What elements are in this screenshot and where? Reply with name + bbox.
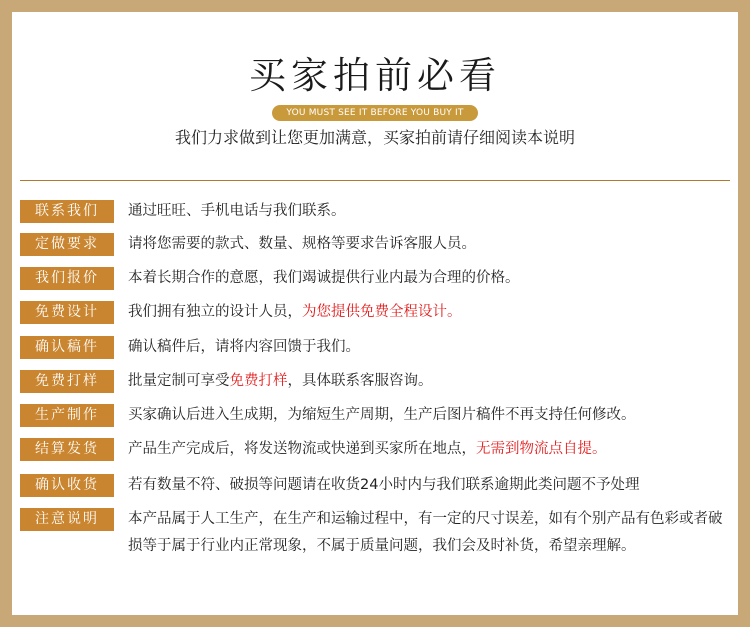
- item-text: 通过旺旺、手机电话与我们联系。: [128, 203, 346, 219]
- item-text: 请将您需要的款式、数量、规格等要求告诉客服人员。: [128, 236, 476, 252]
- page-title: 买家拍前必看: [249, 54, 501, 97]
- item-tag: 生产制作: [20, 404, 114, 427]
- item-text-part: 我们拥有独立的设计人员，: [128, 304, 302, 320]
- item-row-confirm-draft: [20, 336, 732, 359]
- item-text-part: 产品生产完成后，将发送物流或快递到买家所在地点，: [128, 441, 476, 457]
- item-text: [128, 437, 607, 461]
- divider: [20, 180, 730, 181]
- item-text: 本着长期合作的意愿，我们竭诚提供行业内最为合理的价格。: [128, 270, 520, 286]
- item-tag: 联系我们: [20, 200, 114, 223]
- item-text: 若有数量不符、破损等问题请在收货24小时内与我们联系逾期此类问题不予处理: [128, 477, 640, 493]
- item-row-requirements: [20, 233, 732, 256]
- item-row-shipping: [20, 438, 732, 461]
- item-text-highlight: 无需到物流点自提。: [476, 441, 607, 457]
- item-text-highlight: 为您提供免费全程设计。: [302, 304, 462, 320]
- item-tag: 注意说明: [20, 508, 114, 531]
- page-subtitle: 我们力求做到让您更加满意，买家拍前请仔细阅读本说明: [174, 128, 575, 147]
- item-tag: 结算发货: [20, 438, 114, 461]
- item-tag: 确认稿件: [20, 336, 114, 359]
- item-row-sample: [20, 370, 732, 393]
- item-row-quote: [20, 267, 732, 290]
- item-text-part: ，具体联系客服咨询。: [287, 373, 433, 389]
- item-text-highlight: 免费打样: [229, 373, 288, 389]
- item-tag: 我们报价: [20, 267, 114, 290]
- subtitle-pill-wrap: [12, 100, 738, 121]
- item-text: [128, 369, 433, 393]
- item-row-design: [20, 301, 732, 324]
- item-text-part: 批量定制可享受: [128, 373, 230, 389]
- item-tag: 定做要求: [20, 233, 114, 256]
- item-tag: 确认收货: [20, 474, 114, 497]
- item-tag: 免费设计: [20, 301, 114, 324]
- item-text: 确认稿件后，请将内容回馈于我们。: [128, 339, 360, 355]
- item-row-production: [20, 404, 732, 427]
- item-row-notes: [20, 508, 732, 560]
- notice-card: [12, 12, 738, 615]
- item-row-contact: [20, 200, 732, 223]
- english-subtitle-pill: YOU MUST SEE IT BEFORE YOU BUY IT: [272, 105, 477, 121]
- item-row-receipt: [20, 474, 732, 497]
- item-text: 本产品属于人工生产，在生产和运输过程中，有一定的尺寸误差，如有个别产品有色彩或者破损等于属于行业内正常现象，不属于质量问题，我们会及时补货，希望亲理解。: [128, 511, 723, 554]
- item-tag: 免费打样: [20, 370, 114, 393]
- item-text: [128, 300, 462, 324]
- item-text: 买家确认后进入生成期，为缩短生产周期，生产后图片稿件不再支持任何修改。: [128, 407, 636, 423]
